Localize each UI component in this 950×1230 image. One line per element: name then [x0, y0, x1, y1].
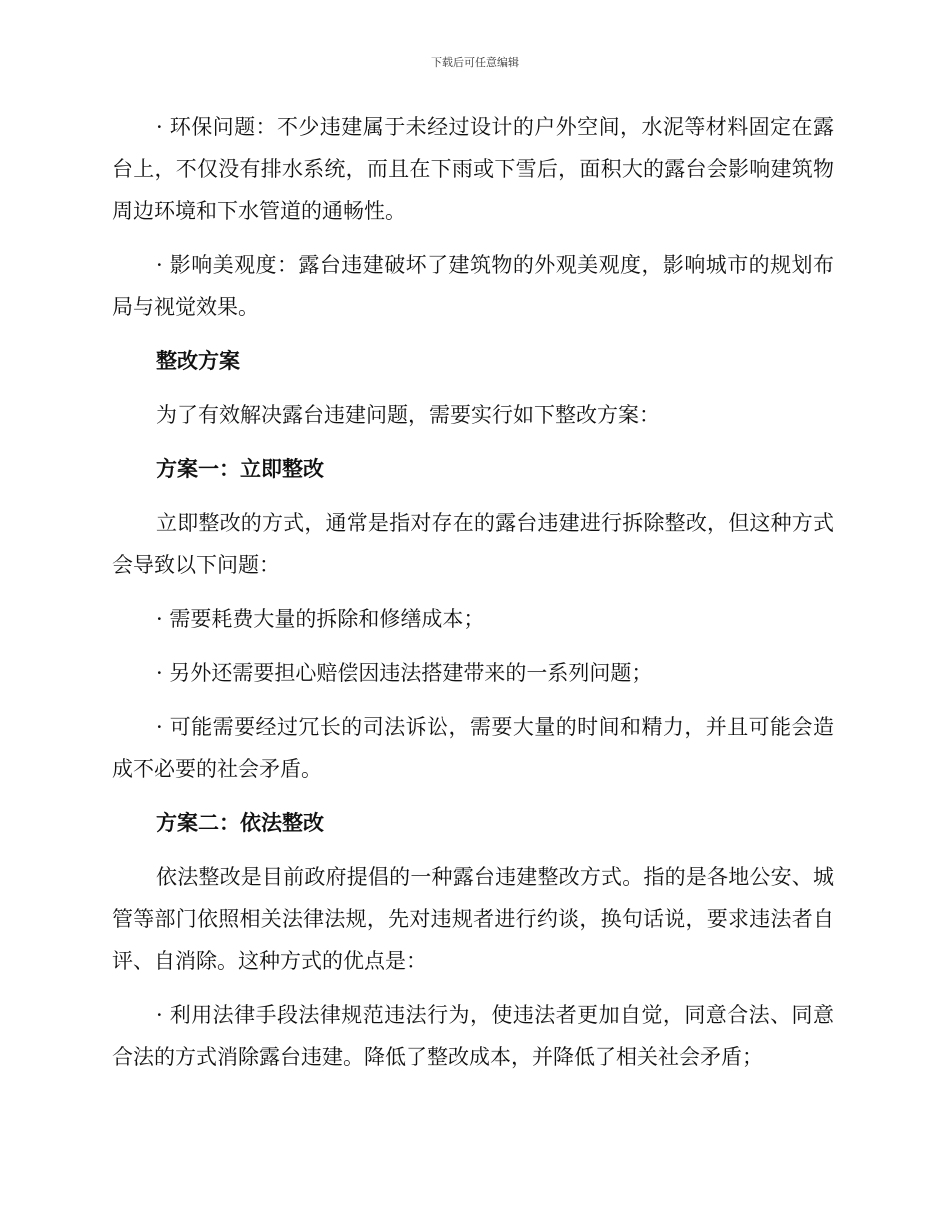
paragraph-plan-one-desc: 立即整改的方式，通常是指对存在的露台违建进行拆除整改，但这种方式会导致以下问题：	[112, 511, 834, 577]
paragraph-plan-intro: 为了有效解决露台违建问题，需要实行如下整改方案：	[156, 403, 660, 427]
list-item-cost: · 需要耗费大量的拆除和修缮成本；	[156, 607, 485, 631]
paragraph-plan-two-desc: 依法整改是目前政府提倡的一种露台违建整改方式。指的是各地公安、城管等部门依照相关法律法规，先对违规者进行约谈，换句话说，要求违法者自评、自消除。这种方式的优点是：	[112, 865, 834, 973]
heading-plan-two: 方案二：依法整改	[156, 811, 324, 835]
list-item-legal-means: · 利用法律手段法律规范违法行为，使违法者更加自觉，同意合法、同意合法的方式消除露台违建。降低了整改成本，并降低了相关社会矛盾；	[112, 1003, 834, 1069]
heading-plan-one: 方案一：立即整改	[156, 457, 324, 481]
list-item-litigation: · 可能需要经过冗长的司法诉讼，需要大量的时间和精力，并且可能会造成不必要的社会矛盾。	[112, 715, 834, 781]
paragraph-appearance-issue: · 影响美观度：露台违建破坏了建筑物的外观美观度，影响城市的规划布局与视觉效果。	[112, 253, 834, 319]
paragraph-environment-issue: · 环保问题：不少违建属于未经过设计的户外空间，水泥等材料固定在露台上，不仅没有排水系统，而且在下雨或下雪后，面积大的露台会影响建筑物周边环境和下水管道的通畅性。	[112, 115, 834, 223]
list-item-compensation: · 另外还需要担心赔偿因违法搭建带来的一系列问题；	[156, 661, 653, 685]
page-header: 下载后可任意编辑	[431, 56, 519, 69]
heading-rectification-plan: 整改方案	[156, 349, 240, 373]
document-body	[112, 106, 834, 1090]
